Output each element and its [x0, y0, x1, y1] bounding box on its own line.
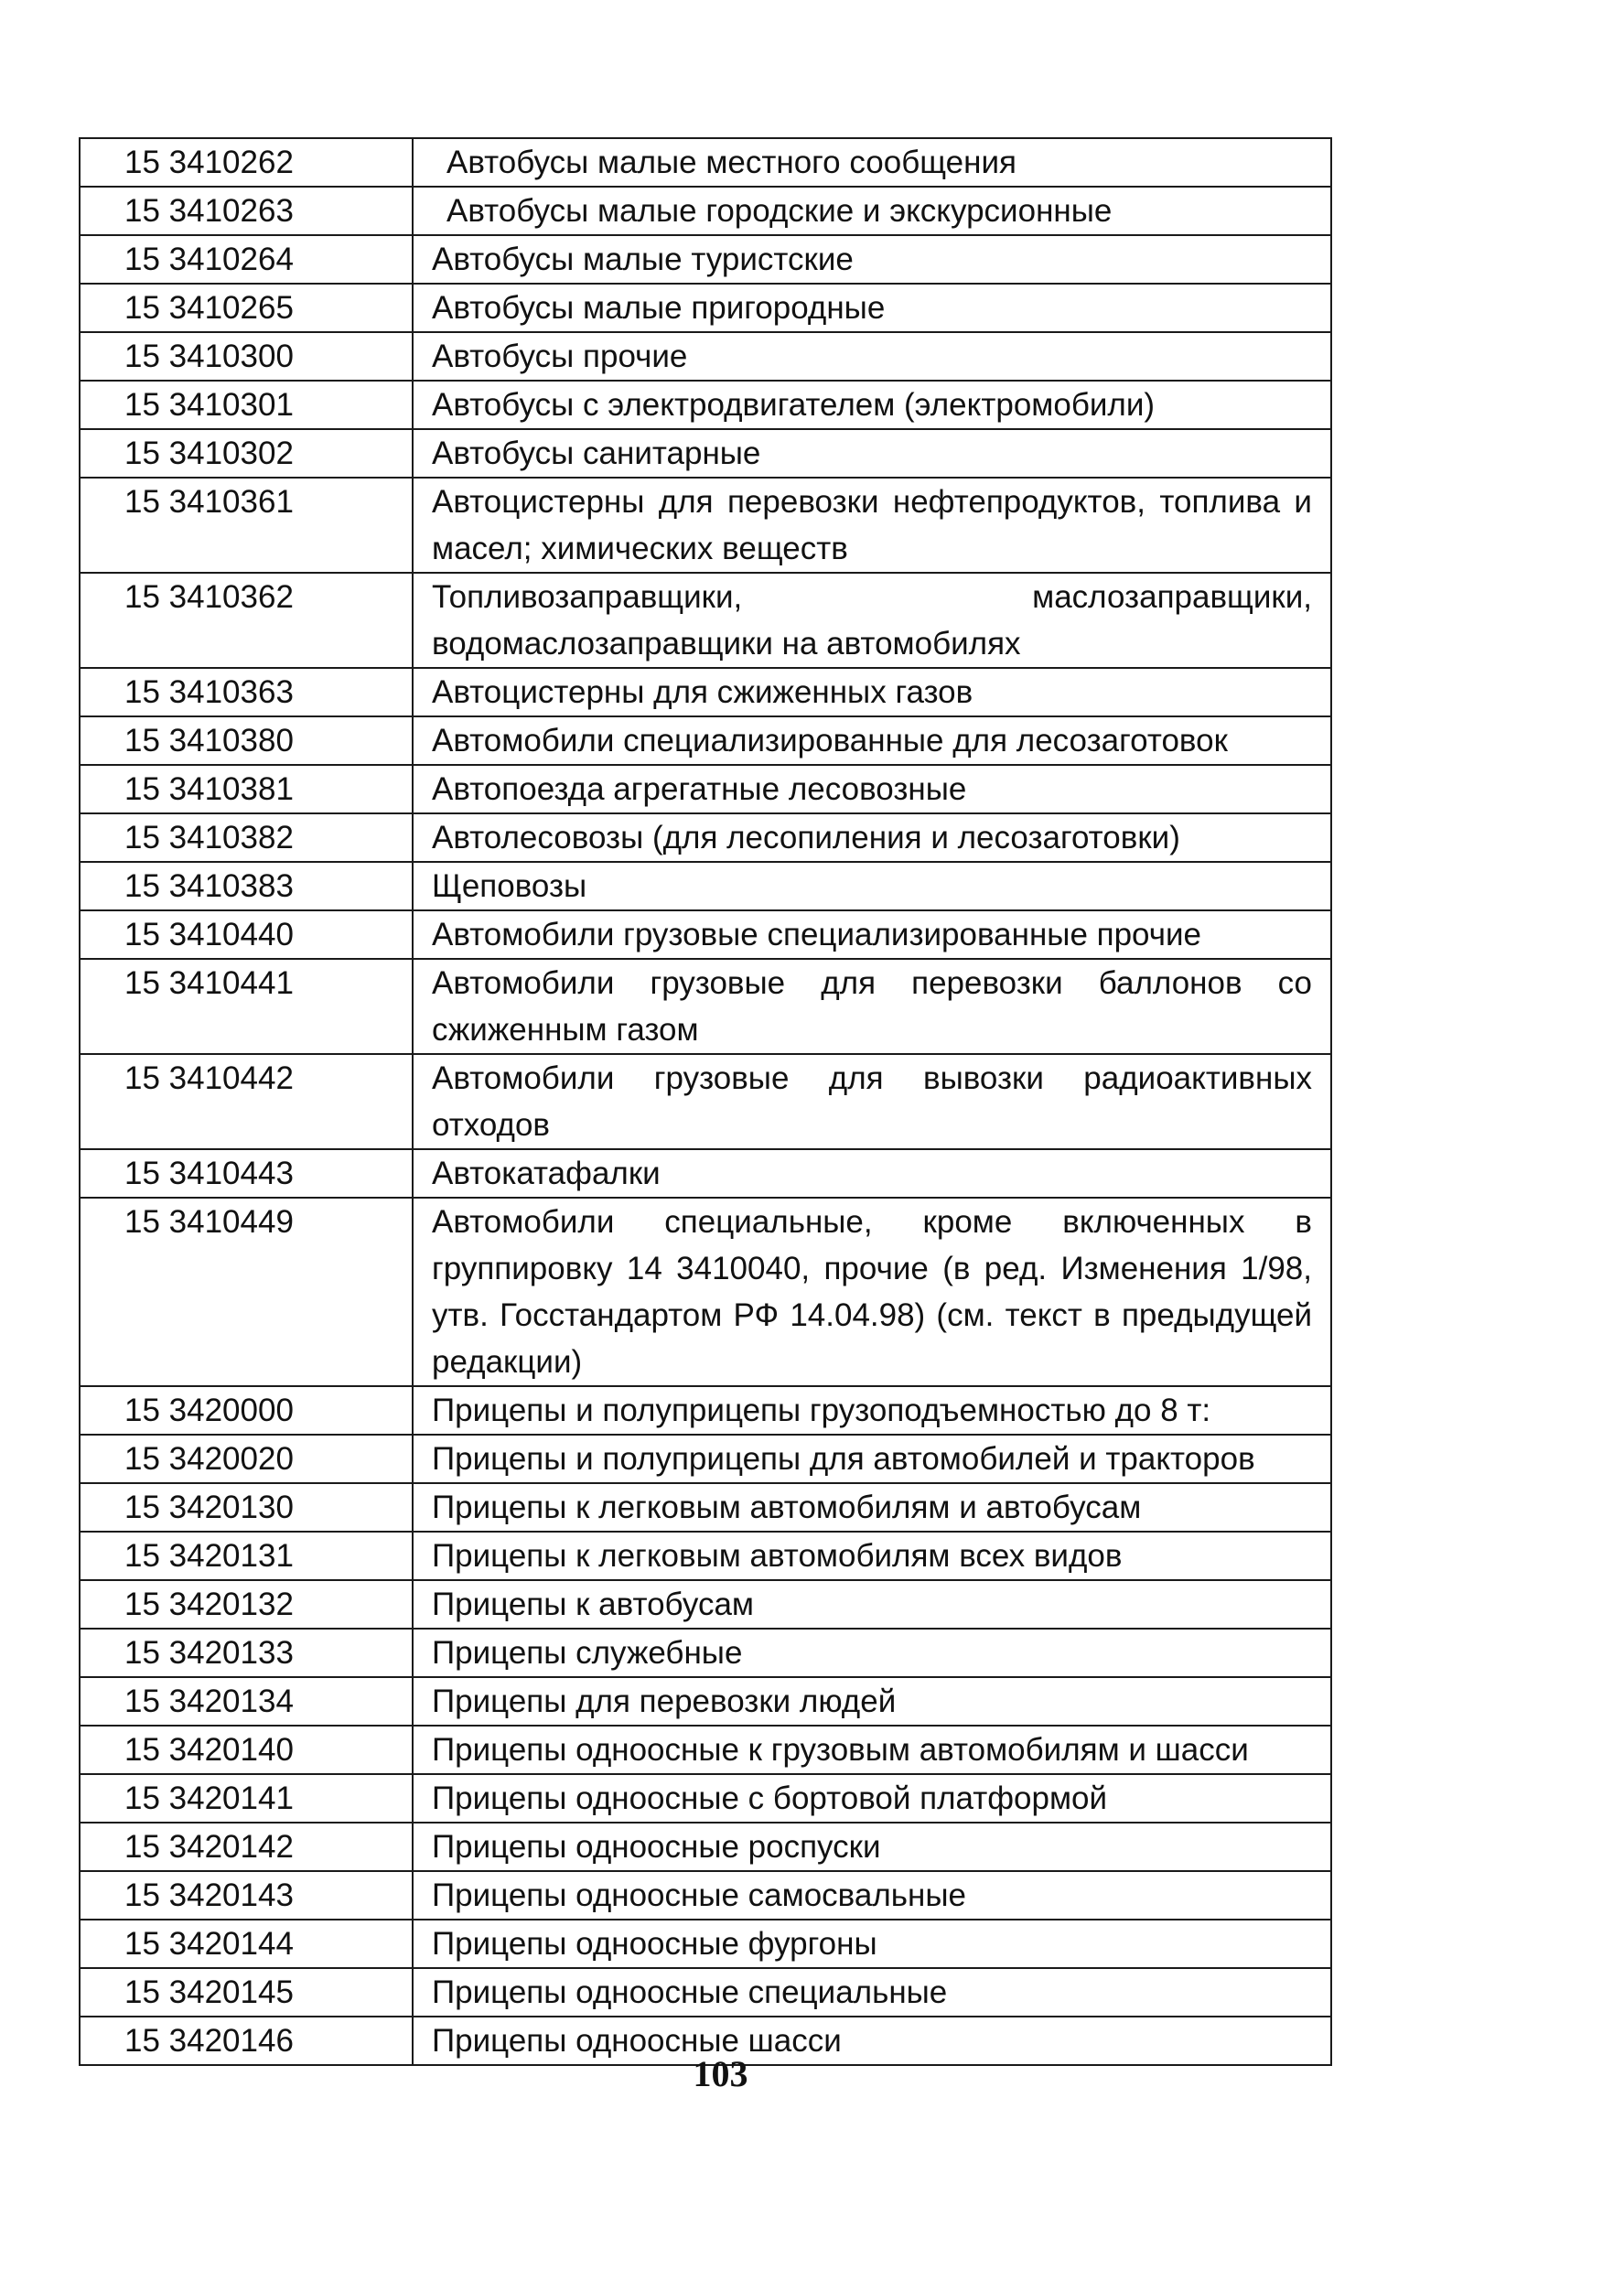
row-description: Прицепы к легковым автомобилям и автобусам [413, 1483, 1331, 1532]
table-row [80, 138, 1331, 187]
row-description: Прицепы к автобусам [413, 1580, 1331, 1629]
row-description: Автопоезда агрегатные лесовозные [413, 765, 1331, 813]
row-description: Прицепы и полуприцепы грузоподъемностью до 8 т: [413, 1386, 1331, 1435]
table-row [80, 573, 1331, 668]
row-description: Автолесовозы (для лесопиления и лесозаготовки) [413, 813, 1331, 862]
table-row [80, 1054, 1331, 1149]
row-code: 15 3410363 [80, 668, 413, 716]
row-description: Автобусы санитарные [413, 429, 1331, 478]
table-row [80, 478, 1331, 573]
row-description: Прицепы к легковым автомобилям всех видов [413, 1532, 1331, 1580]
row-code: 15 3420141 [80, 1774, 413, 1823]
table-row [80, 284, 1331, 332]
table-row [80, 381, 1331, 429]
row-description: Прицепы одноосные шасси [413, 2017, 1331, 2065]
classifier-table-wrapper [79, 137, 1330, 2066]
page-number: 103 [693, 2053, 748, 2094]
row-code: 15 3410383 [80, 862, 413, 910]
table-row [80, 668, 1331, 716]
row-description: Прицепы одноосные к грузовым автомобилям и шасси [413, 1726, 1331, 1774]
table-row [80, 1483, 1331, 1532]
row-code: 15 3420000 [80, 1386, 413, 1435]
row-code: 15 3420142 [80, 1823, 413, 1871]
row-code: 15 3410443 [80, 1149, 413, 1198]
row-description: Прицепы и полуприцепы для автомобилей и тракторов [413, 1435, 1331, 1483]
table-row [80, 765, 1331, 813]
table-row [80, 1580, 1331, 1629]
row-code: 15 3420133 [80, 1629, 413, 1677]
row-description: Автомобили специальные, кроме включенных в группировку 14 3410040, прочие (в ред. Изменения 1/98, утв. Госстандартом РФ 14.04.98) (см. текст в предыдущей редакции) [413, 1198, 1331, 1386]
table-row [80, 1774, 1331, 1823]
row-code: 15 3410302 [80, 429, 413, 478]
row-description: Автокатафалки [413, 1149, 1331, 1198]
row-description: Автобусы малые туристские [413, 235, 1331, 284]
row-description: Прицепы одноосные специальные [413, 1968, 1331, 2017]
row-description: Автоцистерны для сжиженных газов [413, 668, 1331, 716]
row-code: 15 3410263 [80, 187, 413, 235]
row-description: Автобусы прочие [413, 332, 1331, 381]
row-code: 15 3410264 [80, 235, 413, 284]
table-row [80, 813, 1331, 862]
table-row [80, 1198, 1331, 1386]
table-row [80, 862, 1331, 910]
row-description: Автобусы малые пригородные [413, 284, 1331, 332]
row-code: 15 3410380 [80, 716, 413, 765]
row-code: 15 3410382 [80, 813, 413, 862]
row-description: Автобусы малые местного сообщения [413, 138, 1331, 187]
row-code: 15 3420134 [80, 1677, 413, 1726]
row-description: Топливозаправщики, маслозаправщики, водомаслозаправщики на автомобилях [413, 573, 1331, 668]
row-description: Прицепы для перевозки людей [413, 1677, 1331, 1726]
row-description: Прицепы одноосные фургоны [413, 1920, 1331, 1968]
row-code: 15 3420132 [80, 1580, 413, 1629]
row-code: 15 3410441 [80, 959, 413, 1054]
table-row [80, 1968, 1331, 2017]
row-code: 15 3410442 [80, 1054, 413, 1149]
table-row [80, 1871, 1331, 1920]
row-code: 15 3410262 [80, 138, 413, 187]
row-code: 15 3410381 [80, 765, 413, 813]
table-row [80, 1532, 1331, 1580]
table-row [80, 1920, 1331, 1968]
row-code: 15 3420145 [80, 1968, 413, 2017]
table-row [80, 187, 1331, 235]
row-description: Автобусы с электродвигателем (электромобили) [413, 381, 1331, 429]
table-row [80, 1726, 1331, 1774]
row-code: 15 3420131 [80, 1532, 413, 1580]
row-code: 15 3410449 [80, 1198, 413, 1386]
table-row [80, 1435, 1331, 1483]
row-code: 15 3420146 [80, 2017, 413, 2065]
row-description: Щеповозы [413, 862, 1331, 910]
table-row [80, 910, 1331, 959]
table-row [80, 1677, 1331, 1726]
row-code: 15 3410361 [80, 478, 413, 573]
row-code: 15 3420143 [80, 1871, 413, 1920]
row-code: 15 3420144 [80, 1920, 413, 1968]
row-code: 15 3410300 [80, 332, 413, 381]
table-row [80, 1629, 1331, 1677]
classifier-table [79, 137, 1332, 2066]
row-description: Автобусы малые городские и экскурсионные [413, 187, 1331, 235]
row-description: Прицепы одноосные роспуски [413, 1823, 1331, 1871]
row-code: 15 3410301 [80, 381, 413, 429]
row-code: 15 3420140 [80, 1726, 413, 1774]
table-row [80, 716, 1331, 765]
table-row [80, 1386, 1331, 1435]
row-code: 15 3420130 [80, 1483, 413, 1532]
row-code: 15 3410265 [80, 284, 413, 332]
table-row [80, 429, 1331, 478]
table-row [80, 1823, 1331, 1871]
row-description: Автомобили грузовые для вывозки радиоактивных отходов [413, 1054, 1331, 1149]
row-description: Прицепы одноосные с бортовой платформой [413, 1774, 1331, 1823]
row-description: Автомобили грузовые для перевозки баллонов со сжиженным газом [413, 959, 1331, 1054]
row-description: Автоцистерны для перевозки нефтепродуктов, топлива и масел; химических веществ [413, 478, 1331, 573]
row-code: 15 3410362 [80, 573, 413, 668]
row-description: Автомобили специализированные для лесозаготовок [413, 716, 1331, 765]
row-code: 15 3420020 [80, 1435, 413, 1483]
row-description: Автомобили грузовые специализированные прочие [413, 910, 1331, 959]
table-row [80, 332, 1331, 381]
table-row [80, 235, 1331, 284]
row-description: Прицепы одноосные самосвальные [413, 1871, 1331, 1920]
row-description: Прицепы служебные [413, 1629, 1331, 1677]
table-row [80, 959, 1331, 1054]
row-code: 15 3410440 [80, 910, 413, 959]
table-row [80, 1149, 1331, 1198]
